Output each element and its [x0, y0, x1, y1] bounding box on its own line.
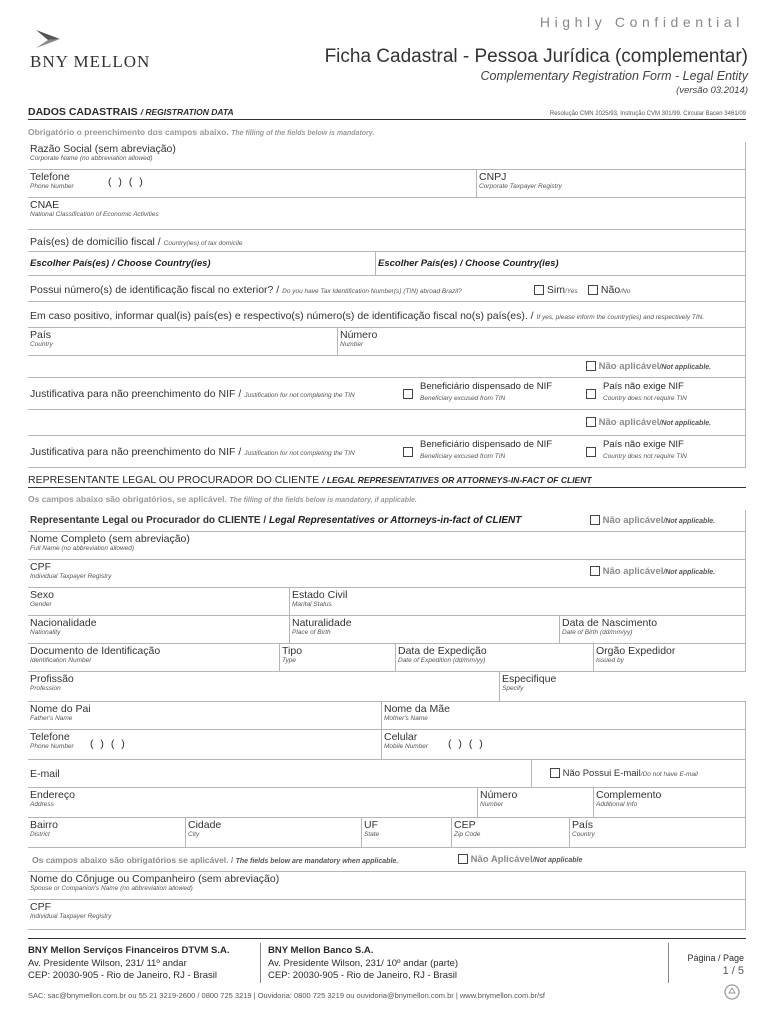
expedition-date-field[interactable]: Data de Expedição Date of Expedition (dd/mm/yy)	[396, 644, 594, 672]
cnpj-field[interactable]: CNPJ Corporate Taxpayer Registry	[477, 170, 746, 198]
regulation-note: Resolução CMN 2025/93, Instrução CVM 301/99, Circular Bacen 3461/09	[549, 111, 746, 117]
recycle-icon	[724, 984, 740, 1000]
cnae-field[interactable]: CNAE National Classification of Economic Activities	[28, 198, 746, 230]
tin-country-field[interactable]: País Country	[28, 328, 338, 356]
spouse-cpf-field[interactable]: CPF Individual Taxpayer Registry	[28, 900, 746, 930]
tin-yes-checkbox[interactable]	[534, 285, 544, 295]
spouse-not-applicable-checkbox[interactable]	[458, 854, 468, 864]
section-legal-representatives	[28, 472, 746, 488]
logo-arrow-icon	[34, 28, 62, 50]
place-of-birth-field[interactable]: Naturalidade Place of Birth	[290, 616, 560, 644]
section-registration-data	[28, 104, 746, 120]
form-title: Ficha Cadastral - Pessoa Jurídica (complementar)	[324, 46, 748, 67]
tin-not-applicable-checkbox-2[interactable]	[586, 417, 596, 427]
section-title: DADOS CADASTRAIS	[28, 106, 138, 118]
no-email-checkbox[interactable]	[550, 768, 560, 778]
section-title-en: / LEGAL REPRESENTATIVES OR ATTORNEYS-IN-FACT OF CLIENT	[322, 475, 592, 485]
full-name-field[interactable]: Nome Completo (sem abreviação) Full Name (no abbreviation allowed)	[28, 532, 746, 560]
tin-question-row: Possui número(s) de identificação fiscal no exterior? / Do you have Tax Identification Number(s) (TIN) abroad Brazil? Sim/Yes Não/No	[28, 276, 746, 302]
beneficiary-excused-checkbox-1[interactable]	[403, 389, 413, 399]
mothers-name-field[interactable]: Nome da Mãe Mother's Name	[382, 702, 746, 730]
cpf-not-applicable-checkbox[interactable]	[590, 566, 600, 576]
footer-company-2: BNY Mellon Banco S.A. Av. Presidente Wilson, 231/ 10º andar (parte) CEP: 20030-905 - Rio de Janeiro, RJ - Brasil	[268, 945, 459, 981]
spouse-name-field[interactable]: Nome do Cônjuge ou Companheiro (sem abreviação) Spouse or Companion's Name (no abbreviation allowed)	[28, 872, 746, 900]
tin-justification-row-2: Justificativa para não preenchimento do NIF / Justification for not completing the TIN Beneficiário dispensado de NIF Beneficiary excused from TIN País não exige NIF Country does not require TIN	[28, 436, 746, 468]
cpf-field[interactable]: CPF Individual Taxpayer Registry Não aplicável/Not applicable.	[28, 560, 746, 588]
city-field[interactable]: Cidade City	[186, 818, 362, 848]
address-field[interactable]: Endereço Address	[28, 788, 478, 818]
tin-justification-row-1: Justificativa para não preenchimento do NIF / Justification for not completing the TIN Beneficiário dispensado de NIF Beneficiary excused from TIN País não exige NIF Country does not require TIN	[28, 378, 746, 410]
rep-country-field[interactable]: País Country	[570, 818, 746, 848]
rep-phone-field[interactable]: Telefone Phone Number ( ) ( )	[28, 730, 382, 760]
additional-info-field[interactable]: Complemento Additional Info	[594, 788, 746, 818]
country-no-tin-checkbox-1[interactable]	[586, 389, 596, 399]
section-title: REPRESENTANTE LEGAL OU PROCURADOR DO CLIENTE	[28, 474, 320, 486]
nationality-field[interactable]: Nacionalidade Nationality	[28, 616, 290, 644]
representative-not-applicable-checkbox[interactable]	[590, 515, 600, 525]
tin-not-applicable-row-2: Não aplicável/Not applicable.	[28, 410, 746, 436]
district-field[interactable]: Bairro District	[28, 818, 186, 848]
state-field[interactable]: UF State	[362, 818, 452, 848]
specify-field[interactable]: Especifique Specify	[500, 672, 746, 702]
zip-code-field[interactable]: CEP Zip Code	[452, 818, 570, 848]
page-footer	[28, 938, 746, 1008]
tin-no-checkbox[interactable]	[588, 285, 598, 295]
representative-header-row: Representante Legal ou Procurador do CLIENTE / Legal Representatives or Attorneys-in-fact of CLIENT Não aplicável/Not applicable.	[28, 510, 746, 532]
document-type-field[interactable]: Tipo Type	[280, 644, 396, 672]
country-select-1[interactable]: Escolher País(es) / Choose Country(ies)	[28, 252, 376, 276]
tin-not-applicable-checkbox-1[interactable]	[586, 361, 596, 371]
form-subtitle: Complementary Registration Form - Legal Entity	[480, 69, 748, 83]
footer-company-1: BNY Mellon Serviços Financeiros DTVM S.A. Av. Presidente Wilson, 231/ 11º andar CEP: 20030-905 - Rio de Janeiro, RJ - Brasil	[28, 945, 230, 981]
spouse-mandatory-row: Os campos abaixo são obrigatórios se aplicável. / The fields below are mandatory when applicable. Não Aplicável/Not applicable	[28, 848, 746, 872]
brand-name: BNY MELLON	[30, 52, 151, 71]
profession-field[interactable]: Profissão Profession	[28, 672, 500, 702]
issued-by-field[interactable]: Orgão Expedidor Issued by	[594, 644, 746, 672]
bny-mellon-logo	[30, 26, 170, 76]
form-version: (versão 03.2014)	[676, 85, 748, 96]
tax-domicile-label: País(es) de domicílio fiscal / Country(ies) of tax domicile	[28, 230, 746, 252]
page-number: Página / Page 1 / 5	[687, 953, 744, 977]
tin-not-applicable-row-1: Não aplicável/Not applicable.	[28, 356, 746, 378]
country-select-2[interactable]: Escolher País(es) / Choose Country(ies)	[376, 252, 746, 276]
identification-document-field[interactable]: Documento de Identificação Identification Number	[28, 644, 280, 672]
confidential-label: Highly Confidential	[539, 14, 744, 30]
mandatory-note: Obrigatório o preenchimento dos campos abaixo. The filling of the fields below is mandatory.	[28, 127, 375, 137]
tin-number-field[interactable]: Número Number	[338, 328, 746, 356]
marital-status-field[interactable]: Estado Civil Marital Status	[290, 588, 746, 616]
email-field[interactable]: E-mail	[28, 760, 532, 788]
date-of-birth-field[interactable]: Data de Nascimento Date of Birth (dd/mm/yy)	[560, 616, 746, 644]
country-no-tin-checkbox-2[interactable]	[586, 447, 596, 457]
phone-field[interactable]: Telefone Phone Number ( ) ( )	[28, 170, 477, 198]
corporate-name-field[interactable]: Razão Social (sem abreviação) Corporate Name (no abbreviation allowed)	[28, 142, 746, 170]
fathers-name-field[interactable]: Nome do Pai Father's Name	[28, 702, 382, 730]
tin-inform-row: Em caso positivo, informar qual(is) país(es) e respectivo(s) número(s) de identificação fiscal no(s) país(es). / If yes, please inform the country(ies) and respectively TIN.	[28, 302, 746, 328]
footer-contact: SAC: sac@bnymellon.com.br ou 55 21 3219-2600 / 0800 725 3219 | Ouvidoria: 0800 725 3219 ou ouvidoria@bnymellon.com.br | www.bnymellon.com.br/sf	[28, 991, 545, 1000]
footer-divider	[260, 943, 261, 983]
beneficiary-excused-checkbox-2[interactable]	[403, 447, 413, 457]
gender-field[interactable]: Sexo Gender	[28, 588, 290, 616]
mandatory-note-2: Os campos abaixo são obrigatórios, se aplicável. The filling of the fields below is mandatory, if applicable.	[28, 494, 417, 504]
no-email-row: Não Possui E-mail/Do not have E-mail	[532, 760, 746, 788]
form-title-block	[325, 46, 748, 96]
address-number-field[interactable]: Número Number	[478, 788, 594, 818]
section-title-en: / REGISTRATION DATA	[140, 107, 234, 117]
footer-divider	[668, 943, 669, 983]
mobile-field[interactable]: Celular Mobile Number ( ) ( )	[382, 730, 746, 760]
